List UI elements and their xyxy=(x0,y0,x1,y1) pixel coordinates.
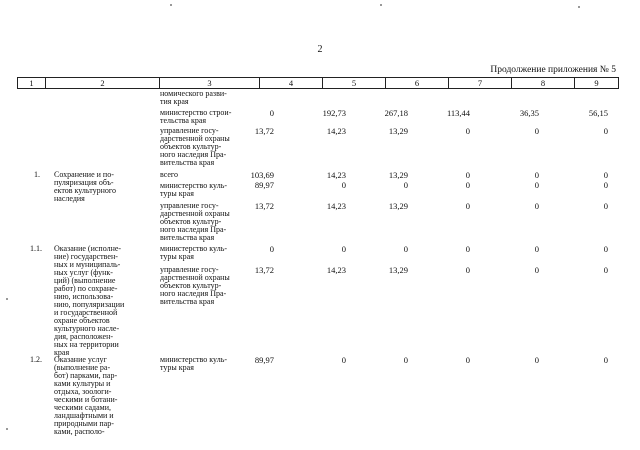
org-line: министерство куль- xyxy=(160,181,227,190)
header-col-9: 9 xyxy=(594,78,599,88)
scan-mark xyxy=(578,6,580,8)
item-name-line: ландшафтными и xyxy=(54,411,114,420)
item-name-line: нию, популяризации xyxy=(54,300,125,309)
header-col-5: 5 xyxy=(323,78,386,88)
annex-continuation-label: Продолжение приложения № 5 xyxy=(490,65,616,75)
org-line: тия края xyxy=(160,97,189,106)
org-line: туры края xyxy=(160,189,194,198)
org-line: управление госу- xyxy=(160,265,219,274)
page-number: 2 xyxy=(317,44,323,55)
cell-col-6: 13,29 xyxy=(388,126,408,136)
item-name-line: нию, использова- xyxy=(54,292,114,301)
item-name-line: наследия xyxy=(54,194,85,203)
scan-mark xyxy=(380,4,382,6)
org-line: министерство строи- xyxy=(160,108,232,117)
cell-col-5: 192,73 xyxy=(322,108,346,118)
org-line: объектов культур- xyxy=(160,142,222,151)
cell-col-5: 0 xyxy=(341,355,346,365)
org-line: туры края xyxy=(160,252,194,261)
cell-col-8: 0 xyxy=(534,180,539,190)
cell-col-7: 0 xyxy=(465,170,470,180)
item-name-line: и государственной xyxy=(54,308,118,317)
cell-col-7: 0 xyxy=(465,244,470,254)
item-name-line: ных и муниципаль- xyxy=(54,260,121,269)
scan-mark xyxy=(6,428,8,430)
cell-col-8: 0 xyxy=(534,265,539,275)
item-name-line: ческими садами, xyxy=(54,403,111,412)
header-col-1: 1 xyxy=(18,78,46,88)
item-name-line: бот) парками, пар- xyxy=(54,371,118,380)
cell-col-9: 0 xyxy=(603,180,608,190)
cell-col-7: 0 xyxy=(465,355,470,365)
scan-mark xyxy=(170,4,172,6)
item-name-line: ций) (выполнение xyxy=(54,276,116,285)
org-line: дарственной охраны xyxy=(160,134,230,143)
org-line: объектов культур- xyxy=(160,217,222,226)
cell-col-6: 13,29 xyxy=(388,170,408,180)
cell-col-5: 0 xyxy=(341,244,346,254)
item-name-line: культурного насле- xyxy=(54,324,120,333)
item-name-line: природными пар- xyxy=(54,419,114,428)
header-col-3: 3 xyxy=(160,78,260,88)
cell-col-4: 0 xyxy=(269,244,274,254)
item-name-line: ных на территории xyxy=(54,340,119,349)
cell-col-9: 0 xyxy=(603,355,608,365)
org-line: дарственной охраны xyxy=(160,273,230,282)
header-col-8: 8 xyxy=(512,78,575,88)
cell-col-4: 13,72 xyxy=(254,126,274,136)
cell-col-7: 0 xyxy=(465,180,470,190)
org-line: номического разви- xyxy=(160,89,227,98)
cell-col-5: 0 xyxy=(341,180,346,190)
cell-col-4: 13,72 xyxy=(254,265,274,275)
item-name-line: Сохранение и по- xyxy=(54,170,114,179)
cell-col-4: 89,97 xyxy=(254,180,274,190)
org-line: ного наследия Пра- xyxy=(160,150,227,159)
org-line: вительства края xyxy=(160,297,215,306)
cell-col-5: 14,23 xyxy=(326,201,346,211)
cell-col-7: 0 xyxy=(465,126,470,136)
cell-col-8: 0 xyxy=(534,201,539,211)
org-line: тельства края xyxy=(160,116,207,125)
item-name-line: ных услуг (функ- xyxy=(54,268,113,277)
item-name-line: Оказание (исполне- xyxy=(54,244,122,253)
item-name-line: работ) по сохране- xyxy=(54,284,118,293)
header-col-6: 6 xyxy=(386,78,449,88)
org-line: вительства края xyxy=(160,233,215,242)
cell-col-9: 0 xyxy=(603,244,608,254)
table-header-row xyxy=(17,77,619,89)
item-name-line: ние) государствен- xyxy=(54,252,118,261)
cell-col-6: 0 xyxy=(403,355,408,365)
item-name-line: ектов культурного xyxy=(54,186,117,195)
header-col-7: 7 xyxy=(449,78,512,88)
org-line: управление госу- xyxy=(160,201,219,210)
scan-mark xyxy=(6,298,8,300)
org-line: ного наследия Пра- xyxy=(160,225,227,234)
item-name-line: ческими и ботани- xyxy=(54,395,118,404)
cell-col-9: 56,15 xyxy=(588,108,608,118)
cell-col-9: 0 xyxy=(603,201,608,211)
cell-col-4: 13,72 xyxy=(254,201,274,211)
org-line: дарственной охраны xyxy=(160,209,230,218)
org-line: управление госу- xyxy=(160,126,219,135)
item-name-line: отдыха, зоологи- xyxy=(54,387,112,396)
cell-col-5: 14,23 xyxy=(326,170,346,180)
org-line: вительства края xyxy=(160,158,215,167)
row-number: 1.2. xyxy=(30,355,42,364)
header-col-4: 4 xyxy=(260,78,323,88)
org-line: ного наследия Пра- xyxy=(160,289,227,298)
item-name-line: (выполнение ра- xyxy=(54,363,111,372)
org-line: министерство куль- xyxy=(160,355,227,364)
item-name-line: Оказание услуг xyxy=(54,355,107,364)
org-line: туры края xyxy=(160,363,194,372)
cell-col-8: 0 xyxy=(534,170,539,180)
item-name-line: пуляризация объ- xyxy=(54,178,114,187)
org-line: объектов культур- xyxy=(160,281,222,290)
item-name-line: края xyxy=(54,348,70,357)
cell-col-9: 0 xyxy=(603,126,608,136)
cell-col-6: 13,29 xyxy=(388,265,408,275)
item-name-line: ками культуры и xyxy=(54,379,111,388)
cell-col-6: 13,29 xyxy=(388,201,408,211)
org-line: министерство куль- xyxy=(160,244,227,253)
cell-col-7: 0 xyxy=(465,265,470,275)
cell-col-8: 0 xyxy=(534,355,539,365)
cell-col-8: 36,35 xyxy=(519,108,539,118)
cell-col-4: 0 xyxy=(269,108,274,118)
cell-col-9: 0 xyxy=(603,170,608,180)
cell-col-4: 89,97 xyxy=(254,355,274,365)
item-name-line: дия, расположен- xyxy=(54,332,114,341)
cell-col-8: 0 xyxy=(534,244,539,254)
org-line: всего xyxy=(160,170,179,179)
cell-col-5: 14,23 xyxy=(326,126,346,136)
cell-col-6: 0 xyxy=(403,244,408,254)
cell-col-4: 103,69 xyxy=(250,170,274,180)
cell-col-5: 14,23 xyxy=(326,265,346,275)
item-name-line: ками, располо- xyxy=(54,427,105,436)
item-name-line: охране объектов xyxy=(54,316,110,325)
cell-col-9: 0 xyxy=(603,265,608,275)
header-col-2: 2 xyxy=(46,78,160,88)
row-number: 1. xyxy=(34,170,40,179)
cell-col-6: 0 xyxy=(403,180,408,190)
cell-col-6: 267,18 xyxy=(384,108,408,118)
cell-col-7: 113,44 xyxy=(446,108,470,118)
cell-col-8: 0 xyxy=(534,126,539,136)
row-number: 1.1. xyxy=(30,244,42,253)
cell-col-7: 0 xyxy=(465,201,470,211)
